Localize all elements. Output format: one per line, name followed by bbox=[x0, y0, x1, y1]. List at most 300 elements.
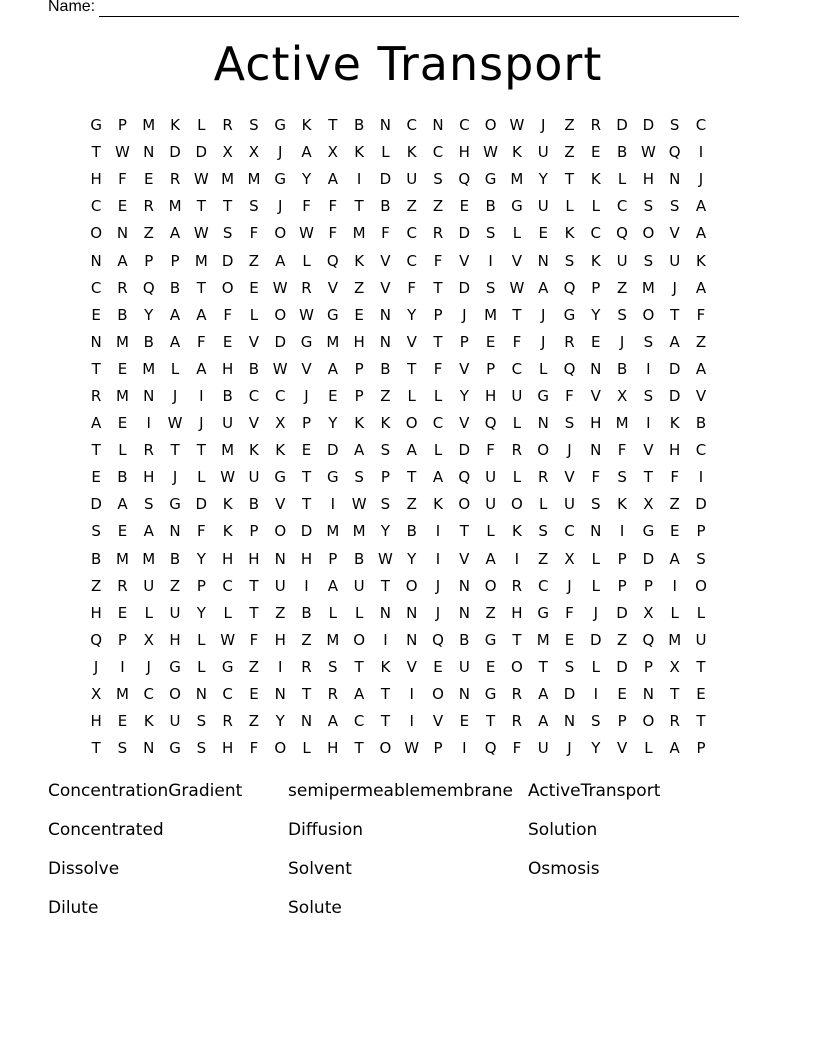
grid-letter[interactable]: G bbox=[221, 657, 234, 676]
grid-letter[interactable]: Z bbox=[616, 630, 628, 649]
grid-letter[interactable]: B bbox=[169, 549, 181, 568]
grid-letter[interactable]: X bbox=[91, 685, 102, 704]
grid-letter[interactable]: T bbox=[91, 143, 101, 162]
grid-letter[interactable]: N bbox=[537, 414, 549, 433]
grid-letter[interactable]: G bbox=[300, 332, 313, 351]
grid-letter[interactable]: A bbox=[695, 278, 707, 297]
grid-letter[interactable]: D bbox=[195, 495, 208, 514]
grid-letter[interactable]: I bbox=[330, 495, 336, 514]
grid-letter[interactable]: P bbox=[354, 386, 364, 405]
grid-letter[interactable]: N bbox=[379, 603, 392, 622]
grid-letter[interactable]: A bbox=[196, 305, 207, 324]
grid-letter[interactable]: C bbox=[590, 224, 602, 243]
grid-letter[interactable]: P bbox=[433, 305, 443, 324]
grid-letter[interactable]: C bbox=[406, 224, 417, 243]
grid-letter[interactable]: R bbox=[327, 685, 339, 704]
grid-letter[interactable]: N bbox=[195, 685, 207, 704]
grid-letter[interactable]: Y bbox=[407, 305, 417, 324]
grid-letter[interactable]: S bbox=[669, 116, 680, 135]
grid-letter[interactable]: I bbox=[120, 657, 125, 676]
grid-letter[interactable]: J bbox=[435, 603, 441, 622]
grid-letter[interactable]: H bbox=[669, 441, 681, 460]
grid-letter[interactable]: N bbox=[458, 603, 470, 622]
grid-letter[interactable]: Q bbox=[432, 630, 444, 649]
grid-letter[interactable]: Z bbox=[485, 603, 496, 622]
grid-letter[interactable]: A bbox=[669, 739, 680, 758]
grid-letter[interactable]: O bbox=[274, 305, 287, 324]
grid-letter[interactable]: N bbox=[537, 251, 549, 270]
grid-letter[interactable]: S bbox=[196, 739, 207, 758]
grid-letter[interactable]: R bbox=[590, 116, 601, 135]
grid-letter[interactable]: G bbox=[511, 197, 523, 216]
grid-letter[interactable]: D bbox=[169, 143, 181, 162]
grid-letter[interactable]: V bbox=[301, 359, 312, 378]
grid-letter[interactable]: E bbox=[222, 332, 233, 351]
grid-letter[interactable]: D bbox=[327, 441, 339, 460]
grid-letter[interactable]: U bbox=[695, 630, 707, 649]
grid-letter[interactable]: T bbox=[380, 576, 390, 595]
grid-letter[interactable]: Z bbox=[695, 332, 707, 351]
grid-letter[interactable]: J bbox=[567, 739, 572, 758]
grid-letter[interactable]: H bbox=[590, 414, 602, 433]
grid-letter[interactable]: M bbox=[326, 332, 340, 351]
grid-letter[interactable]: N bbox=[590, 441, 602, 460]
grid-letter[interactable]: C bbox=[353, 712, 365, 731]
grid-letter[interactable]: R bbox=[143, 441, 154, 460]
grid-letter[interactable]: T bbox=[538, 657, 548, 676]
grid-letter[interactable]: U bbox=[669, 251, 681, 270]
grid-letter[interactable]: B bbox=[117, 468, 128, 487]
grid-letter[interactable]: M bbox=[115, 332, 129, 351]
grid-letter[interactable]: G bbox=[537, 603, 549, 622]
grid-letter[interactable]: C bbox=[695, 441, 707, 460]
grid-letter[interactable]: Q bbox=[326, 251, 339, 270]
grid-letter[interactable]: B bbox=[117, 305, 128, 324]
grid-letter[interactable]: L bbox=[670, 603, 679, 622]
grid-letter[interactable]: J bbox=[540, 116, 546, 135]
grid-letter[interactable]: O bbox=[379, 739, 392, 758]
grid-letter[interactable]: E bbox=[249, 685, 259, 704]
grid-letter[interactable]: I bbox=[698, 143, 704, 162]
grid-letter[interactable]: U bbox=[564, 495, 575, 514]
grid-letter[interactable]: S bbox=[643, 332, 654, 351]
grid-letter[interactable]: Z bbox=[91, 576, 102, 595]
grid-letter[interactable]: H bbox=[90, 712, 102, 731]
grid-letter[interactable]: Y bbox=[380, 522, 390, 541]
grid-letter[interactable]: V bbox=[459, 251, 470, 270]
grid-letter[interactable]: F bbox=[302, 197, 311, 216]
grid-letter[interactable]: D bbox=[379, 170, 392, 189]
grid-letter[interactable]: O bbox=[642, 224, 655, 243]
grid-letter[interactable]: Q bbox=[563, 278, 576, 297]
grid-letter[interactable]: L bbox=[197, 116, 206, 135]
grid-letter[interactable]: R bbox=[222, 116, 233, 135]
grid-letter[interactable]: M bbox=[115, 685, 129, 704]
grid-letter[interactable]: J bbox=[278, 143, 283, 162]
grid-letter[interactable]: N bbox=[458, 685, 470, 704]
grid-letter[interactable]: M bbox=[326, 630, 340, 649]
grid-letter[interactable]: M bbox=[536, 630, 550, 649]
grid-letter[interactable]: S bbox=[669, 197, 680, 216]
grid-letter[interactable]: X bbox=[669, 657, 680, 676]
grid-letter[interactable]: J bbox=[540, 332, 546, 351]
grid-letter[interactable]: T bbox=[407, 468, 417, 487]
grid-letter[interactable]: C bbox=[511, 359, 523, 378]
grid-letter[interactable]: A bbox=[485, 549, 496, 568]
grid-letter[interactable]: H bbox=[221, 739, 234, 758]
grid-letter[interactable]: H bbox=[90, 170, 102, 189]
grid-letter[interactable]: L bbox=[407, 386, 416, 405]
grid-letter[interactable]: M bbox=[194, 251, 208, 270]
grid-letter[interactable]: B bbox=[248, 495, 260, 514]
grid-letter[interactable]: F bbox=[197, 522, 206, 541]
grid-letter[interactable]: T bbox=[170, 441, 180, 460]
grid-letter[interactable]: Y bbox=[196, 603, 206, 622]
grid-letter[interactable]: O bbox=[537, 441, 550, 460]
grid-letter[interactable]: P bbox=[591, 278, 601, 297]
grid-letter[interactable]: T bbox=[223, 197, 233, 216]
grid-letter[interactable]: V bbox=[459, 549, 470, 568]
grid-letter[interactable]: A bbox=[538, 685, 549, 704]
grid-letter[interactable]: Z bbox=[275, 603, 286, 622]
grid-letter[interactable]: B bbox=[406, 522, 417, 541]
grid-letter[interactable]: F bbox=[118, 170, 127, 189]
grid-letter[interactable]: B bbox=[353, 116, 365, 135]
grid-letter[interactable]: M bbox=[221, 170, 235, 189]
grid-letter[interactable]: I bbox=[698, 468, 704, 487]
grid-letter[interactable]: P bbox=[380, 468, 390, 487]
grid-letter[interactable]: G bbox=[274, 116, 287, 135]
grid-letter[interactable]: N bbox=[432, 116, 444, 135]
grid-letter[interactable]: T bbox=[512, 305, 522, 324]
grid-letter[interactable]: W bbox=[377, 549, 393, 568]
grid-letter[interactable]: J bbox=[278, 197, 283, 216]
grid-letter[interactable]: L bbox=[512, 468, 522, 487]
grid-letter[interactable]: A bbox=[117, 495, 128, 514]
grid-letter[interactable]: A bbox=[695, 359, 707, 378]
grid-letter[interactable]: C bbox=[695, 116, 707, 135]
grid-letter[interactable]: Z bbox=[564, 116, 575, 135]
grid-letter[interactable]: D bbox=[90, 495, 102, 514]
grid-letter[interactable]: D bbox=[458, 441, 471, 460]
grid-letter[interactable]: C bbox=[406, 251, 417, 270]
grid-letter[interactable]: S bbox=[328, 657, 338, 676]
grid-letter[interactable]: M bbox=[168, 197, 182, 216]
grid-letter[interactable]: J bbox=[146, 657, 151, 676]
grid-letter[interactable]: N bbox=[90, 332, 102, 351]
grid-letter[interactable]: Z bbox=[669, 495, 680, 514]
grid-letter[interactable]: O bbox=[432, 685, 444, 704]
grid-letter[interactable]: Z bbox=[380, 386, 391, 405]
grid-letter[interactable]: A bbox=[327, 712, 338, 731]
grid-letter[interactable]: N bbox=[406, 630, 418, 649]
grid-letter[interactable]: A bbox=[169, 332, 181, 351]
grid-letter[interactable]: T bbox=[564, 170, 575, 189]
grid-letter[interactable]: E bbox=[433, 657, 443, 676]
grid-letter[interactable]: X bbox=[143, 630, 154, 649]
grid-letter[interactable]: T bbox=[512, 630, 522, 649]
grid-letter[interactable]: E bbox=[249, 278, 259, 297]
grid-letter[interactable]: V bbox=[432, 712, 444, 731]
grid-letter[interactable]: P bbox=[117, 116, 127, 135]
grid-letter[interactable]: F bbox=[512, 739, 522, 758]
grid-letter[interactable]: C bbox=[90, 197, 102, 216]
grid-letter[interactable]: M bbox=[352, 522, 366, 541]
grid-letter[interactable]: Q bbox=[458, 468, 471, 487]
grid-letter[interactable]: E bbox=[564, 630, 575, 649]
grid-letter[interactable]: Q bbox=[484, 414, 497, 433]
grid-letter[interactable]: T bbox=[670, 685, 680, 704]
grid-letter[interactable]: H bbox=[274, 630, 286, 649]
grid-letter[interactable]: X bbox=[616, 386, 628, 405]
grid-letter[interactable]: N bbox=[143, 739, 155, 758]
grid-letter[interactable]: R bbox=[432, 224, 444, 243]
grid-letter[interactable]: I bbox=[435, 549, 441, 568]
grid-letter[interactable]: N bbox=[274, 685, 286, 704]
grid-letter[interactable]: U bbox=[537, 143, 549, 162]
grid-letter[interactable]: N bbox=[642, 685, 654, 704]
grid-letter[interactable]: V bbox=[248, 414, 260, 433]
grid-letter[interactable]: P bbox=[249, 522, 259, 541]
grid-letter[interactable]: K bbox=[222, 522, 233, 541]
grid-letter[interactable]: D bbox=[274, 332, 286, 351]
grid-letter[interactable]: W bbox=[483, 143, 499, 162]
grid-letter[interactable]: B bbox=[616, 143, 628, 162]
grid-letter[interactable]: A bbox=[169, 224, 181, 243]
grid-letter[interactable]: D bbox=[221, 251, 234, 270]
grid-letter[interactable]: J bbox=[435, 576, 441, 595]
grid-letter[interactable]: D bbox=[563, 685, 576, 704]
grid-letter[interactable]: D bbox=[668, 359, 681, 378]
grid-letter[interactable]: E bbox=[117, 197, 128, 216]
grid-letter[interactable]: F bbox=[670, 468, 679, 487]
grid-letter[interactable]: S bbox=[564, 414, 575, 433]
grid-letter[interactable]: L bbox=[302, 251, 311, 270]
grid-letter[interactable]: Z bbox=[406, 495, 417, 514]
grid-letter[interactable]: L bbox=[539, 495, 548, 514]
grid-letter[interactable]: N bbox=[458, 576, 470, 595]
grid-letter[interactable]: T bbox=[249, 603, 259, 622]
grid-letter[interactable]: Q bbox=[563, 359, 576, 378]
grid-letter[interactable]: T bbox=[91, 441, 101, 460]
grid-letter[interactable]: F bbox=[249, 739, 259, 758]
grid-letter[interactable]: W bbox=[193, 170, 209, 189]
grid-letter[interactable]: F bbox=[407, 278, 417, 297]
grid-letter[interactable]: C bbox=[432, 143, 444, 162]
grid-letter[interactable]: P bbox=[170, 251, 180, 270]
grid-letter[interactable]: T bbox=[380, 712, 390, 731]
grid-letter[interactable]: A bbox=[538, 712, 549, 731]
grid-letter[interactable]: O bbox=[221, 278, 234, 297]
grid-letter[interactable]: N bbox=[590, 522, 602, 541]
grid-letter[interactable]: C bbox=[537, 576, 549, 595]
grid-letter[interactable]: A bbox=[669, 549, 680, 568]
grid-letter[interactable]: I bbox=[356, 170, 362, 189]
grid-letter[interactable]: W bbox=[272, 278, 288, 297]
grid-letter[interactable]: I bbox=[383, 630, 388, 649]
grid-letter[interactable]: N bbox=[90, 251, 102, 270]
grid-letter[interactable]: S bbox=[591, 495, 601, 514]
grid-letter[interactable]: J bbox=[567, 576, 572, 595]
grid-letter[interactable]: T bbox=[459, 522, 469, 541]
grid-letter[interactable]: P bbox=[196, 576, 206, 595]
grid-letter[interactable]: K bbox=[433, 495, 443, 514]
grid-letter[interactable]: D bbox=[616, 116, 628, 135]
grid-letter[interactable]: L bbox=[197, 630, 206, 649]
grid-letter[interactable]: H bbox=[221, 359, 234, 378]
grid-letter[interactable]: V bbox=[590, 386, 601, 405]
grid-letter[interactable]: S bbox=[564, 657, 575, 676]
grid-letter[interactable]: K bbox=[590, 251, 601, 270]
grid-letter[interactable]: Q bbox=[458, 170, 471, 189]
grid-letter[interactable]: R bbox=[564, 332, 575, 351]
grid-letter[interactable]: I bbox=[304, 576, 309, 595]
grid-letter[interactable]: V bbox=[616, 739, 628, 758]
grid-letter[interactable]: L bbox=[512, 224, 522, 243]
grid-letter[interactable]: P bbox=[144, 251, 154, 270]
grid-letter[interactable]: I bbox=[514, 549, 520, 568]
grid-letter[interactable]: A bbox=[301, 143, 312, 162]
grid-letter[interactable]: P bbox=[617, 712, 627, 731]
grid-letter[interactable]: B bbox=[91, 549, 102, 568]
grid-letter[interactable]: H bbox=[221, 549, 234, 568]
grid-letter[interactable]: T bbox=[696, 712, 706, 731]
grid-letter[interactable]: K bbox=[696, 251, 706, 270]
grid-letter[interactable]: C bbox=[564, 522, 575, 541]
grid-letter[interactable]: A bbox=[406, 441, 417, 460]
grid-letter[interactable]: L bbox=[591, 197, 600, 216]
grid-letter[interactable]: Y bbox=[301, 170, 312, 189]
grid-letter[interactable]: A bbox=[432, 468, 444, 487]
grid-letter[interactable]: I bbox=[646, 359, 651, 378]
grid-letter[interactable]: N bbox=[143, 143, 155, 162]
grid-letter[interactable]: B bbox=[222, 386, 233, 405]
grid-letter[interactable]: C bbox=[406, 116, 417, 135]
grid-letter[interactable]: Z bbox=[406, 197, 417, 216]
grid-letter[interactable]: B bbox=[169, 278, 181, 297]
grid-letter[interactable]: G bbox=[327, 305, 339, 324]
grid-letter[interactable]: M bbox=[326, 522, 340, 541]
grid-letter[interactable]: U bbox=[616, 251, 628, 270]
grid-letter[interactable]: P bbox=[643, 657, 653, 676]
grid-letter[interactable]: X bbox=[222, 143, 233, 162]
grid-letter[interactable]: S bbox=[591, 712, 601, 731]
grid-letter[interactable]: J bbox=[698, 170, 704, 189]
grid-letter[interactable]: S bbox=[143, 495, 154, 514]
grid-letter[interactable]: F bbox=[512, 332, 522, 351]
grid-letter[interactable]: Z bbox=[616, 278, 628, 297]
grid-letter[interactable]: R bbox=[511, 685, 523, 704]
grid-letter[interactable]: U bbox=[353, 576, 365, 595]
grid-letter[interactable]: O bbox=[274, 224, 287, 243]
grid-letter[interactable]: L bbox=[354, 603, 364, 622]
grid-letter[interactable]: S bbox=[380, 495, 391, 514]
grid-letter[interactable]: Z bbox=[169, 576, 181, 595]
grid-letter[interactable]: M bbox=[641, 278, 655, 297]
grid-letter[interactable]: J bbox=[172, 386, 178, 405]
grid-letter[interactable]: S bbox=[696, 549, 706, 568]
grid-letter[interactable]: Z bbox=[301, 630, 312, 649]
grid-letter[interactable]: P bbox=[459, 332, 469, 351]
grid-letter[interactable]: Y bbox=[275, 712, 285, 731]
name-blank-line[interactable] bbox=[99, 0, 739, 17]
grid-letter[interactable]: F bbox=[249, 224, 259, 243]
grid-letter[interactable]: I bbox=[278, 657, 283, 676]
grid-letter[interactable]: L bbox=[197, 657, 206, 676]
grid-letter[interactable]: H bbox=[484, 386, 497, 405]
grid-letter[interactable]: Y bbox=[144, 305, 154, 324]
grid-letter[interactable]: R bbox=[511, 712, 523, 731]
grid-letter[interactable]: R bbox=[222, 712, 233, 731]
grid-letter[interactable]: D bbox=[642, 549, 655, 568]
grid-letter[interactable]: D bbox=[458, 278, 471, 297]
grid-letter[interactable]: V bbox=[564, 468, 575, 487]
grid-letter[interactable]: E bbox=[144, 170, 154, 189]
grid-letter[interactable]: D bbox=[195, 143, 208, 162]
grid-letter[interactable]: V bbox=[327, 278, 338, 297]
grid-letter[interactable]: E bbox=[485, 332, 496, 351]
grid-letter[interactable]: V bbox=[459, 414, 470, 433]
grid-letter[interactable]: W bbox=[299, 224, 314, 243]
grid-letter[interactable]: E bbox=[591, 143, 601, 162]
grid-letter[interactable]: L bbox=[433, 441, 443, 460]
grid-letter[interactable]: Q bbox=[668, 143, 681, 162]
grid-letter[interactable]: H bbox=[458, 143, 470, 162]
grid-letter[interactable]: O bbox=[274, 739, 287, 758]
grid-letter[interactable]: R bbox=[537, 468, 549, 487]
grid-letter[interactable]: S bbox=[643, 251, 654, 270]
grid-letter[interactable]: T bbox=[670, 305, 680, 324]
grid-letter[interactable]: E bbox=[591, 332, 601, 351]
grid-letter[interactable]: S bbox=[380, 441, 391, 460]
grid-letter[interactable]: K bbox=[380, 414, 391, 433]
grid-letter[interactable]: J bbox=[304, 386, 309, 405]
grid-letter[interactable]: K bbox=[275, 441, 286, 460]
grid-letter[interactable]: A bbox=[117, 251, 128, 270]
grid-letter[interactable]: K bbox=[301, 116, 312, 135]
grid-letter[interactable]: R bbox=[301, 278, 312, 297]
grid-letter[interactable]: T bbox=[196, 278, 206, 297]
grid-letter[interactable]: Y bbox=[538, 170, 548, 189]
grid-letter[interactable]: P bbox=[696, 522, 706, 541]
grid-letter[interactable]: L bbox=[118, 441, 127, 460]
grid-letter[interactable]: A bbox=[353, 685, 365, 704]
grid-letter[interactable]: I bbox=[619, 522, 625, 541]
grid-letter[interactable]: I bbox=[435, 522, 441, 541]
grid-letter[interactable]: E bbox=[459, 197, 470, 216]
grid-letter[interactable]: C bbox=[143, 685, 154, 704]
grid-letter[interactable]: R bbox=[117, 576, 128, 595]
grid-letter[interactable]: N bbox=[379, 305, 392, 324]
grid-letter[interactable]: Y bbox=[328, 414, 338, 433]
grid-letter[interactable]: T bbox=[380, 685, 390, 704]
grid-letter[interactable]: B bbox=[616, 359, 628, 378]
grid-letter[interactable]: H bbox=[248, 549, 260, 568]
grid-letter[interactable]: F bbox=[328, 224, 338, 243]
grid-letter[interactable]: N bbox=[379, 116, 392, 135]
grid-letter[interactable]: R bbox=[511, 576, 523, 595]
grid-letter[interactable]: S bbox=[249, 116, 259, 135]
grid-letter[interactable]: E bbox=[301, 441, 312, 460]
grid-letter[interactable]: V bbox=[459, 359, 470, 378]
grid-letter[interactable]: G bbox=[274, 468, 287, 487]
grid-letter[interactable]: K bbox=[170, 116, 180, 135]
grid-letter[interactable]: P bbox=[696, 739, 706, 758]
grid-letter[interactable]: F bbox=[591, 468, 601, 487]
grid-letter[interactable]: W bbox=[509, 116, 525, 135]
grid-letter[interactable]: M bbox=[510, 170, 524, 189]
grid-letter[interactable]: C bbox=[432, 414, 444, 433]
